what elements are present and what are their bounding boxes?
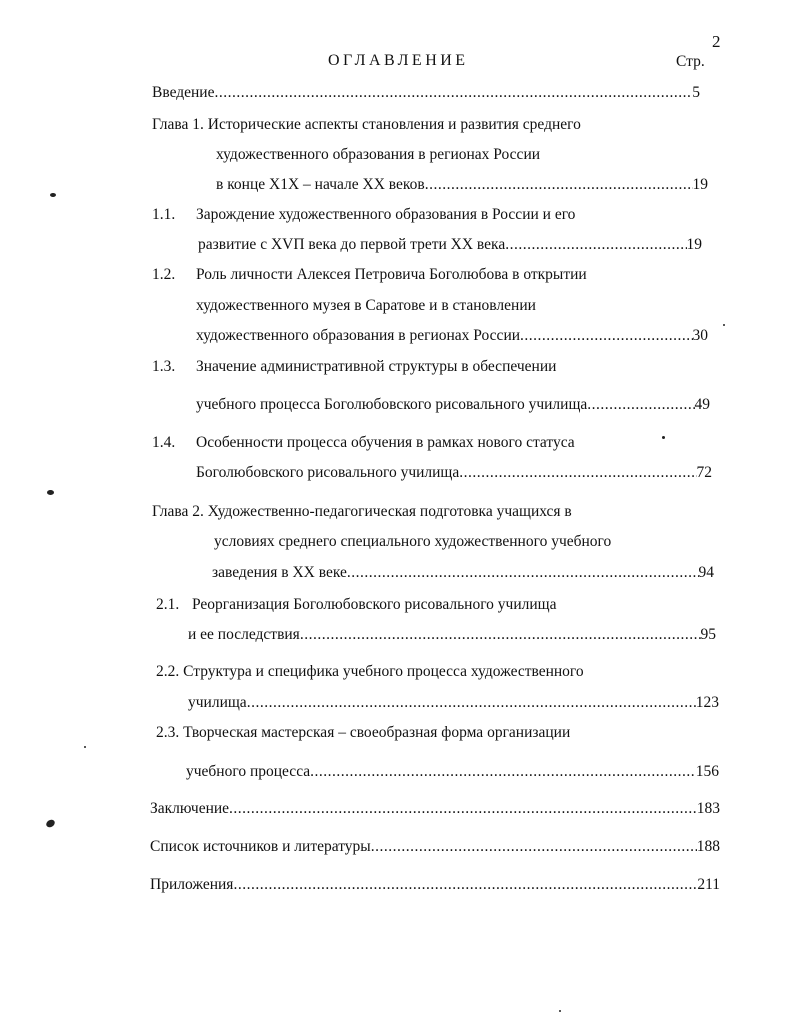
toc-section-1-1-line1[interactable]: Зарождение художественного образования в России и его bbox=[196, 206, 576, 223]
toc-label: художественного образования в регионах России bbox=[196, 327, 521, 344]
toc-section-number: 1.1. bbox=[152, 206, 176, 223]
toc-leader bbox=[310, 763, 696, 781]
toc-page: 94 bbox=[698, 564, 714, 581]
toc-page: 19 bbox=[692, 176, 708, 193]
toc-section-1-3-line1[interactable]: Значение административной структуры в обеспечении bbox=[196, 358, 557, 375]
toc-page: 49 bbox=[694, 396, 710, 413]
scan-speck bbox=[559, 1010, 561, 1012]
toc-label: Боголюбовского рисовального училища bbox=[196, 464, 460, 481]
page-number: 2 bbox=[712, 32, 721, 51]
scan-speck bbox=[45, 818, 56, 829]
toc-entry-intro[interactable] bbox=[152, 84, 700, 104]
scan-speck bbox=[662, 436, 665, 439]
toc-page: 30 bbox=[692, 327, 708, 344]
toc-label: учебного процесса Боголюбовского рисовального училища bbox=[196, 396, 588, 413]
toc-label: и ее последствия bbox=[188, 626, 300, 643]
toc-section-1-2-line1[interactable]: Роль личности Алексея Петровича Боголюбова в открытии bbox=[196, 266, 587, 283]
scan-speck bbox=[47, 490, 54, 495]
toc-leader bbox=[229, 800, 697, 818]
toc-leader bbox=[233, 876, 697, 894]
toc-section-2-3-line1[interactable]: 2.3. Творческая мастерская – своеобразная форма организации bbox=[156, 724, 571, 741]
toc-entry-appendices[interactable] bbox=[150, 876, 720, 896]
page-title: ОГЛАВЛЕНИЕ bbox=[328, 52, 469, 69]
toc-label: Список источников и литературы bbox=[150, 838, 371, 855]
toc-page: 183 bbox=[696, 800, 720, 817]
toc-section-1-1-line2[interactable] bbox=[198, 236, 702, 256]
toc-section-2-2-line1[interactable]: 2.2. Структура и специфика учебного процесса художественного bbox=[156, 663, 584, 680]
toc-label: Введение bbox=[152, 84, 215, 101]
scan-speck bbox=[50, 193, 56, 197]
toc-section-2-1-line2[interactable] bbox=[188, 626, 716, 646]
page-column-header: Стр. bbox=[676, 53, 705, 70]
toc-chapter-1-line3[interactable] bbox=[216, 176, 708, 196]
toc-leader bbox=[520, 327, 692, 345]
toc-label: в конце Х1Х – начале ХХ веков bbox=[216, 176, 425, 193]
toc-leader bbox=[347, 564, 699, 582]
toc-section-number: 2.1. bbox=[156, 596, 180, 613]
toc-chapter-1-line1[interactable]: Глава 1. Исторические аспекты становления и развития среднего bbox=[152, 116, 581, 133]
toc-label: учебного процесса bbox=[186, 763, 311, 780]
toc-section-1-3-line2[interactable] bbox=[196, 396, 710, 416]
toc-label: заведения в ХХ веке bbox=[212, 564, 347, 581]
toc-page: 72 bbox=[696, 464, 712, 481]
scan-speck bbox=[723, 324, 725, 326]
toc-chapter-1-line2: художественного образования в регионах России bbox=[216, 146, 541, 163]
toc-section-number: 1.3. bbox=[152, 358, 176, 375]
toc-chapter-2-line1[interactable]: Глава 2. Художественно-педагогическая подготовка учащихся в bbox=[152, 503, 572, 520]
toc-page: 156 bbox=[695, 763, 719, 780]
toc-leader bbox=[214, 84, 692, 102]
toc-page: 95 bbox=[700, 626, 716, 643]
toc-leader bbox=[459, 464, 696, 482]
toc-chapter-2-line2: условиях среднего специального художественного учебного bbox=[214, 533, 612, 550]
toc-page: 211 bbox=[697, 876, 720, 893]
toc-section-1-4-line1[interactable]: Особенности процесса обучения в рамках нового статуса bbox=[196, 434, 575, 451]
toc-leader bbox=[300, 626, 701, 644]
toc-page: 188 bbox=[696, 838, 720, 855]
toc-section-2-2-line2[interactable] bbox=[188, 694, 719, 714]
toc-page: 19 bbox=[686, 236, 702, 253]
toc-section-2-3-line2[interactable] bbox=[186, 763, 719, 783]
toc-section-number: 1.4. bbox=[152, 434, 176, 451]
toc-section-1-4-line2[interactable] bbox=[196, 464, 712, 484]
toc-label: развитие с ХVП века до первой трети ХХ века bbox=[198, 236, 506, 253]
toc-section-1-2-line2: художественного музея в Саратове и в становлении bbox=[196, 297, 536, 314]
toc-section-2-1-line1[interactable]: Реорганизация Боголюбовского рисовального училища bbox=[192, 596, 557, 613]
toc-leader bbox=[587, 396, 694, 414]
toc-label: Приложения bbox=[150, 876, 234, 893]
scan-speck bbox=[84, 746, 86, 748]
toc-entry-sources[interactable] bbox=[150, 838, 720, 858]
toc-page: 123 bbox=[695, 694, 719, 711]
toc-chapter-2-line3[interactable] bbox=[212, 564, 714, 584]
toc-leader bbox=[371, 838, 697, 856]
toc-leader bbox=[247, 694, 696, 712]
toc-leader bbox=[505, 236, 686, 254]
toc-entry-conclusion[interactable] bbox=[150, 800, 720, 820]
toc-section-number: 1.2. bbox=[152, 266, 176, 283]
toc-section-1-2-line3[interactable] bbox=[196, 327, 708, 347]
toc-leader bbox=[425, 176, 693, 194]
toc-label: училища bbox=[188, 694, 247, 711]
toc-label: Заключение bbox=[150, 800, 230, 817]
toc-page: 5 bbox=[692, 84, 700, 101]
